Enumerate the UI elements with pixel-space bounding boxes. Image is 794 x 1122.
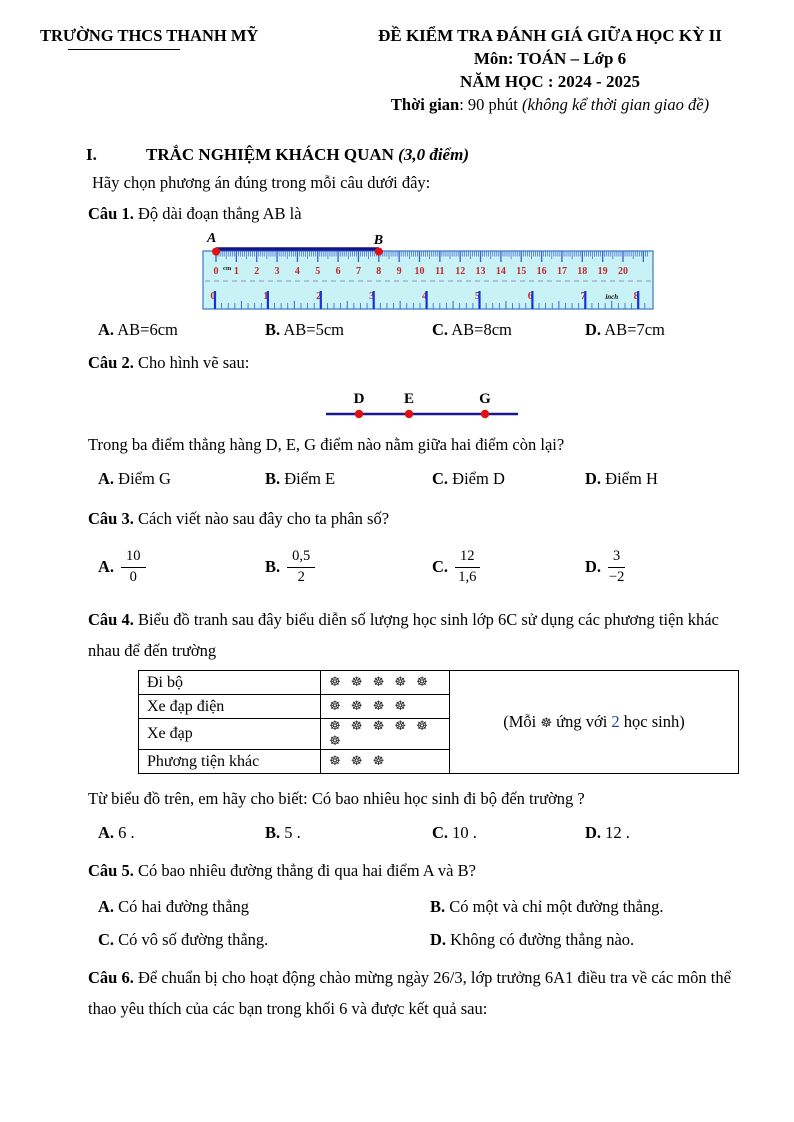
pictogram-category: Xe đạp	[139, 719, 321, 750]
question-5	[88, 856, 754, 886]
svg-text:1: 1	[233, 266, 239, 277]
answer-option: D. Điểm H	[585, 469, 658, 488]
answer-option: B. AB=5cm	[265, 320, 344, 339]
question-5-label: Câu 5.	[88, 861, 134, 880]
svg-text:5: 5	[474, 291, 481, 302]
svg-text:12: 12	[455, 266, 466, 277]
question-4	[88, 604, 754, 666]
question-2-prompt: Trong ba điểm thẳng hàng D, E, G điểm nào nằm giữa hai điểm còn lại?	[88, 435, 565, 454]
answer-option-fraction: B. $\frac{0,5}{2}$	[265, 548, 432, 586]
svg-text:19: 19	[597, 266, 608, 277]
pictogram-row	[139, 671, 739, 695]
svg-text:cm: cm	[223, 265, 232, 272]
exam-title: ĐỀ KIỂM TRA ĐÁNH GIÁ GIỮA HỌC KỲ II	[378, 26, 722, 45]
answer-option: C. Điểm D	[432, 469, 505, 488]
question-3-options	[98, 538, 754, 596]
svg-text:15: 15	[516, 266, 527, 277]
question-3-text: Cách viết nào sau đây cho ta phân số?	[133, 509, 390, 528]
svg-text:10: 10	[414, 266, 425, 277]
answer-option: C. AB=8cm	[432, 320, 512, 339]
answer-option: B. Có một và chỉ một đường thẳng.	[430, 897, 664, 916]
pictogram-legend: (Mỗi ☸ ứng với 2 học sinh)	[450, 671, 739, 774]
question-2	[88, 348, 754, 378]
svg-text:3: 3	[274, 266, 280, 277]
time-note: (không kể thời gian giao đề)	[522, 95, 710, 114]
pictogram-icons: ☸ ☸ ☸ ☸ ☸	[321, 671, 450, 695]
svg-text:20: 20	[618, 266, 628, 277]
question-3	[88, 504, 754, 534]
question-4-text: Biểu đồ tranh sau đây biểu diễn số lượng học sinh lớp 6C sử dụng các phương tiện khác nhau để đến trường	[88, 610, 719, 660]
svg-text:5: 5	[315, 266, 321, 277]
pictogram-table-body	[139, 671, 739, 774]
svg-text:9: 9	[396, 266, 402, 277]
answer-option-fraction: D. $\frac{3}{-2}$	[585, 548, 625, 585]
pictogram-category: Phương tiện khác	[139, 750, 321, 774]
question-1	[88, 199, 754, 229]
answer-option: B. Điểm E	[265, 469, 336, 488]
svg-text:A: A	[207, 231, 217, 246]
answer-option: D. AB=7cm	[585, 320, 665, 339]
svg-text:17: 17	[556, 266, 567, 277]
svg-text:18: 18	[577, 266, 588, 277]
question-4-options	[98, 820, 754, 846]
exam-title-block	[346, 24, 754, 116]
question-6-text: Để chuẩn bị cho hoạt động chào mừng ngày 26/3, lớp trưởng 6A1 điều tra về các môn thể thao yêu thích của các bạn trong khối 6 và được kết quả sau:	[88, 968, 731, 1018]
collinear-points-figure	[322, 386, 754, 428]
svg-text:1: 1	[263, 291, 269, 302]
section-title: TRẮC NGHIỆM KHÁCH QUAN	[146, 145, 399, 164]
svg-text:4: 4	[294, 266, 300, 277]
answer-option: A. Có hai đường thẳng	[98, 897, 250, 916]
svg-text:16: 16	[536, 266, 547, 277]
school-name	[40, 24, 258, 50]
section-numeral: I.	[86, 145, 97, 164]
svg-text:11: 11	[435, 266, 445, 277]
svg-text:B: B	[373, 233, 384, 248]
answer-option-fraction: A. $\frac{10}{0}$	[98, 548, 265, 586]
svg-text:D: D	[353, 391, 365, 407]
svg-text:7: 7	[355, 266, 361, 277]
svg-text:7: 7	[580, 291, 586, 302]
svg-text:6: 6	[527, 291, 534, 302]
svg-text:E: E	[403, 391, 415, 407]
svg-text:8: 8	[633, 291, 639, 302]
svg-text:13: 13	[475, 266, 486, 277]
section-points: (3,0 điểm)	[398, 145, 469, 164]
pictogram-category: Xe đạp điện	[139, 695, 321, 719]
answer-option: D. Không có đường thẳng nào.	[430, 930, 635, 949]
question-2-text: Cho hình vẽ sau:	[133, 353, 250, 372]
ruler-svg	[195, 231, 661, 313]
svg-text:6: 6	[335, 266, 341, 277]
question-1-options	[98, 317, 754, 343]
pictogram-icons: ☸ ☸ ☸ ☸	[321, 695, 450, 719]
section-heading	[86, 144, 754, 166]
collinear-points-svg	[322, 386, 532, 428]
pictogram-table	[138, 670, 739, 774]
question-2-options	[98, 466, 754, 492]
svg-text:2: 2	[254, 266, 260, 277]
svg-text:0: 0	[213, 266, 219, 277]
question-5-options	[98, 890, 754, 956]
pictogram-icons: ☸ ☸ ☸ ☸ ☸ ☸	[321, 719, 450, 750]
pictogram-category: Đi bộ	[139, 671, 321, 695]
time-label: Thời gian	[390, 95, 460, 114]
question-2-label: Câu 2.	[88, 353, 134, 372]
answer-option: C. Có vô số đường thẳng.	[98, 930, 269, 949]
answer-option: A. 6 .	[98, 823, 135, 842]
svg-text:8: 8	[376, 266, 382, 277]
svg-text:0: 0	[210, 291, 216, 302]
school-underline	[68, 49, 180, 50]
question-4-label: Câu 4.	[88, 610, 134, 629]
question-6	[88, 962, 754, 1024]
question-6-label: Câu 6.	[88, 968, 134, 987]
svg-text:14: 14	[495, 266, 506, 277]
pictogram-icons: ☸ ☸ ☸	[321, 750, 450, 774]
question-1-label: Câu 1.	[88, 204, 134, 223]
svg-text:3: 3	[369, 291, 375, 302]
time-value: : 90 phút	[459, 95, 523, 114]
school-name-text: TRƯỜNG THCS THANH MỸ	[40, 26, 259, 45]
svg-text:4: 4	[421, 291, 428, 302]
svg-text:inch: inch	[605, 293, 619, 301]
answer-option: D. 12 .	[585, 823, 630, 842]
subject-line: Môn: TOÁN – Lớp 6	[473, 49, 627, 68]
question-5-text: Có bao nhiêu đường thẳng đi qua hai điểm A và B?	[133, 861, 476, 880]
section-instruction: Hãy chọn phương án đúng trong mỗi câu dưới đây:	[92, 173, 431, 192]
ruler-figure	[195, 231, 754, 313]
svg-text:2: 2	[316, 291, 322, 302]
answer-option: A. Điểm G	[98, 469, 171, 488]
answer-option: A. AB=6cm	[98, 320, 178, 339]
year-line: NĂM HỌC : 2024 - 2025	[460, 72, 640, 91]
question-3-label: Câu 3.	[88, 509, 134, 528]
svg-text:G: G	[479, 391, 491, 407]
time-line	[346, 93, 754, 116]
answer-option: C. 10 .	[432, 823, 477, 842]
question-1-text: Độ dài đoạn thẳng AB là	[133, 204, 302, 223]
answer-option-fraction: C. $\frac{12}{1,6}$	[432, 548, 585, 586]
answer-option: B. 5 .	[265, 823, 301, 842]
exam-header	[40, 24, 754, 116]
question-4-prompt: Từ biểu đồ trên, em hãy cho biết: Có bao nhiêu học sinh đi bộ đến trường ?	[88, 789, 585, 808]
